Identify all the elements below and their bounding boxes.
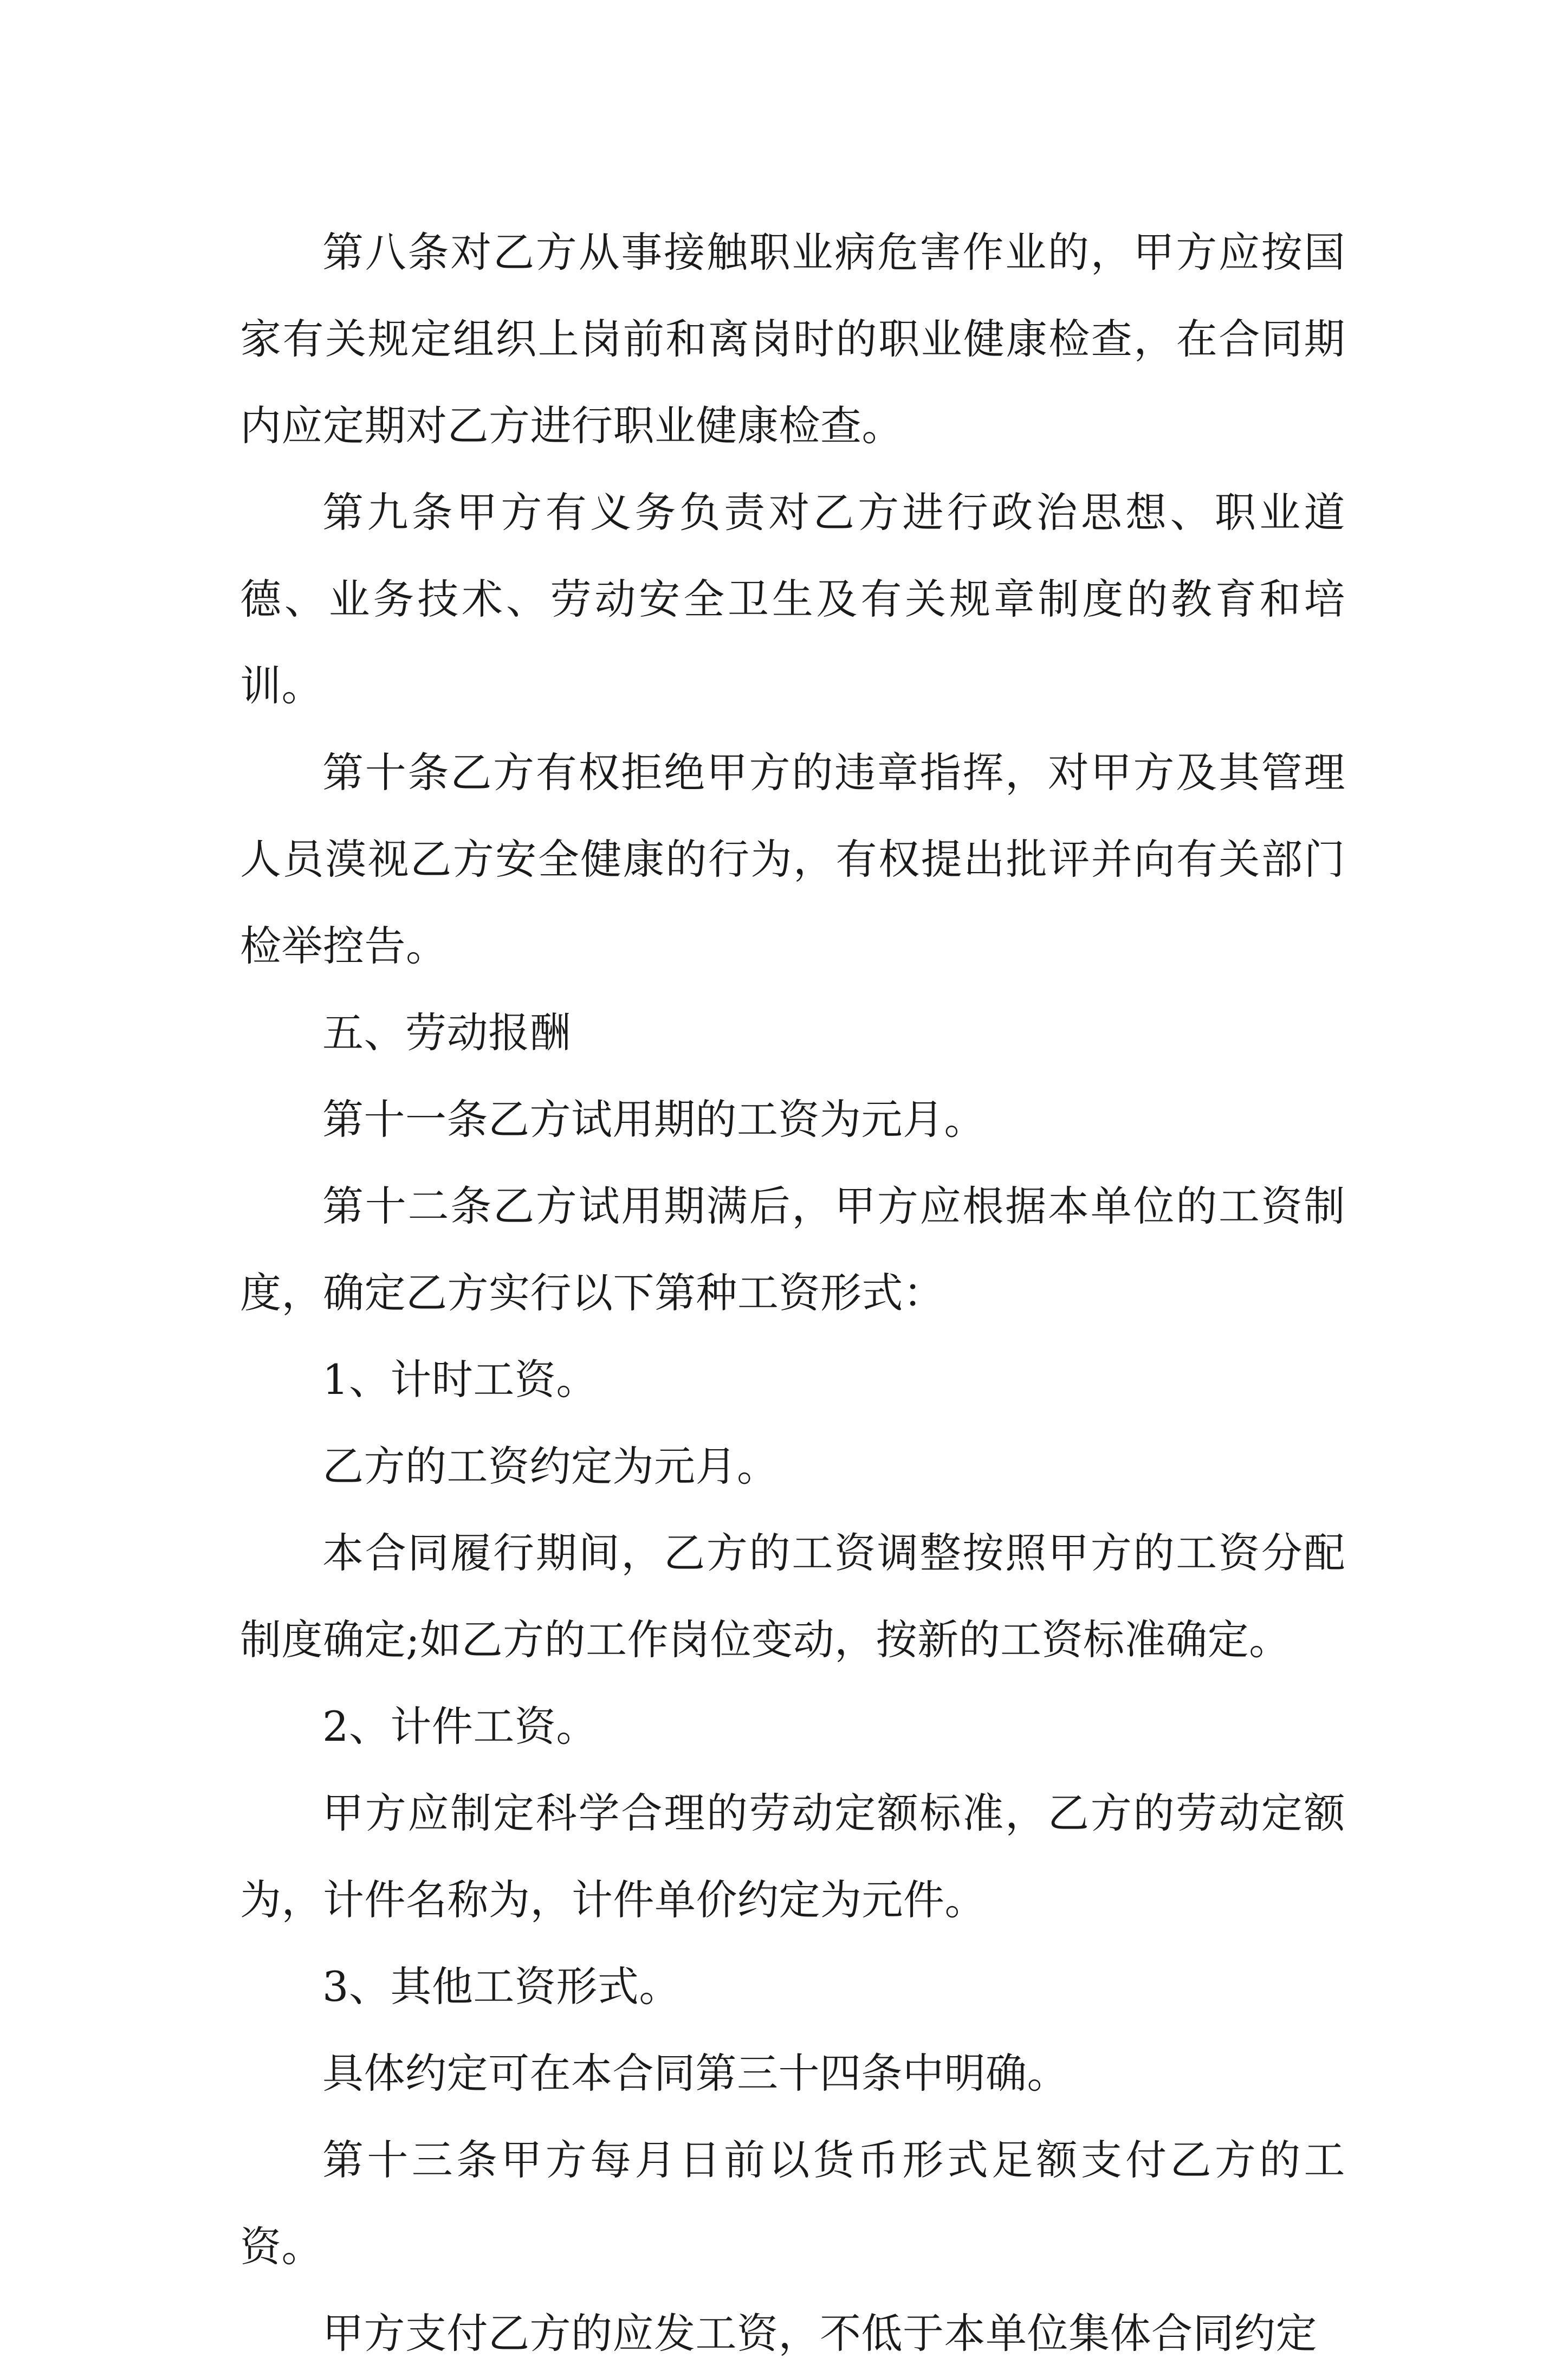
paragraph-wage-payment: 甲方支付乙方的应发工资，不低于本单位集体合同约定 [322,2309,1317,2357]
paragraph-piece-wage: 2、计件工资。 [322,1702,598,1751]
paragraph-other-wage-forms: 3、其他工资形式。 [322,1962,681,2011]
section-heading-labor-remuneration: 五、劳动报酬 [322,1009,571,1057]
paragraph-article-10: 第十条乙方有权拒绝甲方的违章指挥，对甲方及其管理人员漠视乙方安全健康的行为，有权提出批评并向有关部门检举控告。 [240,748,1345,970]
paragraph-article-8: 第八条对乙方从事接触职业病危害作业的，甲方应按国家有关规定组织上岗前和离岗时的职业健康检查，在合同期内应定期对乙方进行职业健康检查。 [240,228,1345,450]
paragraph-article-12: 第十二条乙方试用期满后，甲方应根据本单位的工资制度，确定乙方实行以下第种工资形式： [240,1182,1345,1317]
paragraph-hourly-wage: 1、计时工资。 [322,1355,598,1404]
paragraph-specific-agreement: 具体约定可在本合同第三十四条中明确。 [322,2049,1068,2097]
paragraph-wage-agreement: 乙方的工资约定为元月。 [322,1442,779,1490]
paragraph-article-11: 第十一条乙方试用期的工资为元月。 [322,1095,986,1144]
paragraph-article-13: 第十三条甲方每月日前以货币形式足额支付乙方的工资。 [240,2136,1345,2271]
paragraph-wage-adjustment: 本合同履行期间，乙方的工资调整按照甲方的工资分配制度确定;如乙方的工作岗位变动，按新的工资标准确定。 [240,1529,1345,1664]
document-body [240,209,1345,2377]
paragraph-labor-quota: 甲方应制定科学合理的劳动定额标准，乙方的劳动定额为，计件名称为，计件单价约定为元件。 [240,1789,1345,1924]
paragraph-article-9: 第九条甲方有义务负责对乙方进行政治思想、职业道德、业务技术、劳动安全卫生及有关规章制度的教育和培训。 [240,488,1345,710]
